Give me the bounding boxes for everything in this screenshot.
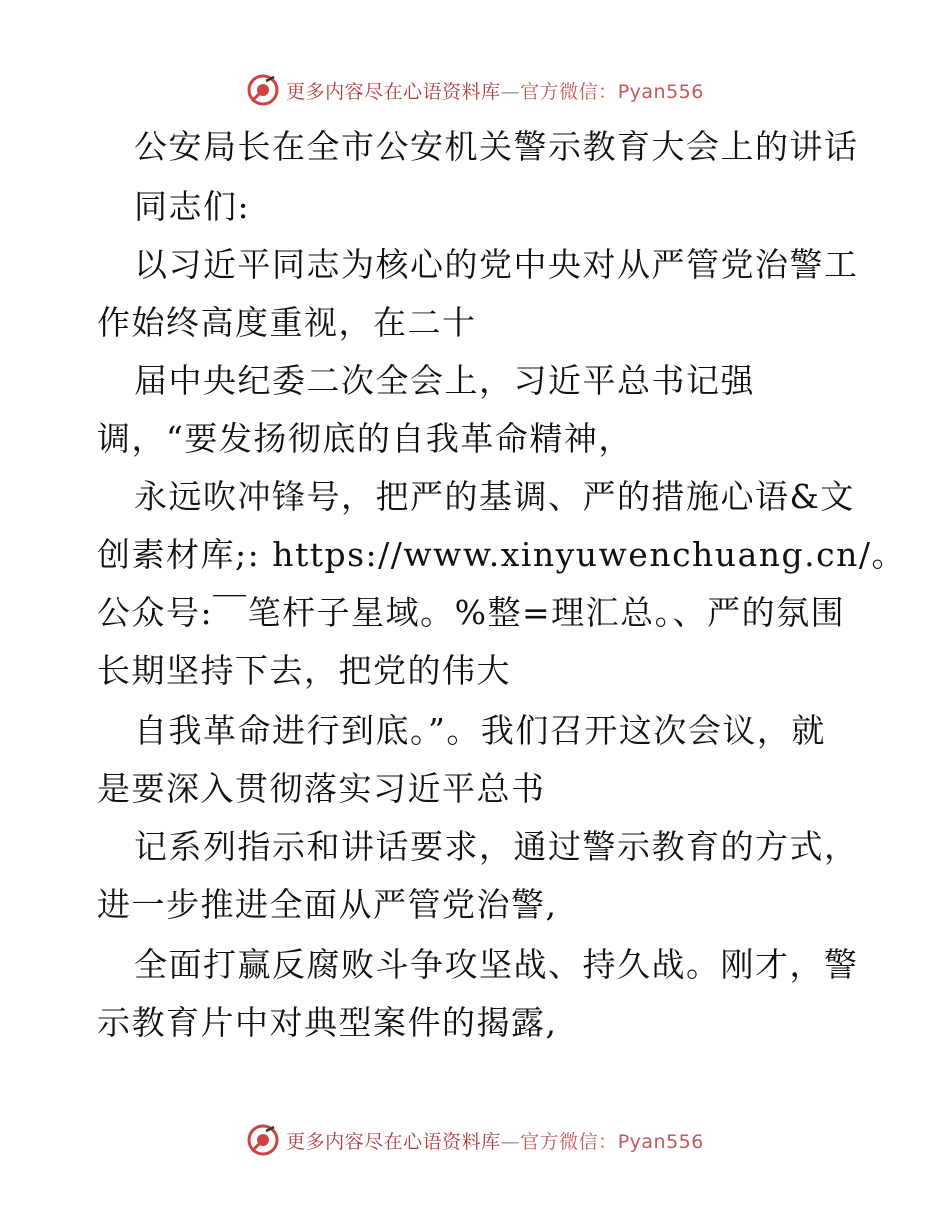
footer-wechat-id: Pyan556 <box>617 1130 704 1153</box>
footer-banner-separator: — <box>500 1130 521 1153</box>
header-banner-separator: — <box>500 80 521 103</box>
logo-icon <box>246 1123 280 1157</box>
document-title: 公安局长在全市公安机关警示教育大会上的讲话 <box>134 127 859 166</box>
paragraph-line: 永远吹冲锋号，把严的基调、严的措施心语&文 <box>134 477 855 516</box>
paragraph-line: 长期坚持下去，把党的伟大 <box>97 651 511 690</box>
header-banner <box>0 70 950 110</box>
footer-wechat-label: 官方微信： <box>520 1130 618 1153</box>
paragraph-line: 是要深入贯彻落实习近平总书 <box>97 769 546 808</box>
paragraph-line: 调，“要发扬彻底的自我革命精神， <box>97 419 633 458</box>
paragraph-line: 以习近平同志为核心的党中央对从严管党治警工 <box>134 245 859 284</box>
logo-icon <box>246 73 280 107</box>
paragraph-line: 届中央纪委二次全会上，习近平总书记强 <box>134 361 755 400</box>
salutation: 同志们: <box>134 187 251 226</box>
paragraph-line: 自我革命进行到底。”。我们召开这次会议，就 <box>134 711 826 750</box>
paragraph-line: 作始终高度重视，在二十 <box>97 303 477 342</box>
footer-banner-content <box>246 1123 704 1157</box>
paragraph-line: 示教育片中对典型案件的揭露, <box>97 1003 558 1042</box>
paragraph-line: 全面打赢反腐败斗争攻坚战、持久战。刚才，警 <box>134 945 859 984</box>
footer-banner-title: 更多内容尽在心语资料库 <box>286 1130 501 1153</box>
header-wechat-id: Pyan556 <box>617 80 704 103</box>
header-banner-content <box>246 73 704 107</box>
paragraph-line: 公众号:￣笔杆子星域。%整=理汇总。、严的氛围 <box>97 593 846 632</box>
header-banner-title: 更多内容尽在心语资料库 <box>286 80 501 103</box>
header-banner-text <box>286 77 704 104</box>
paragraph-line: 进一步推进全面从严管党治警, <box>97 885 558 924</box>
paragraph-line: 创素材库;: https://www.xinyuwenchuang.cn/。 <box>97 535 906 574</box>
header-wechat-label: 官方微信： <box>520 80 618 103</box>
footer-banner-text <box>286 1127 704 1154</box>
footer-banner <box>0 1120 950 1160</box>
paragraph-line: 记系列指示和讲话要求，通过警示教育的方式， <box>134 827 859 866</box>
